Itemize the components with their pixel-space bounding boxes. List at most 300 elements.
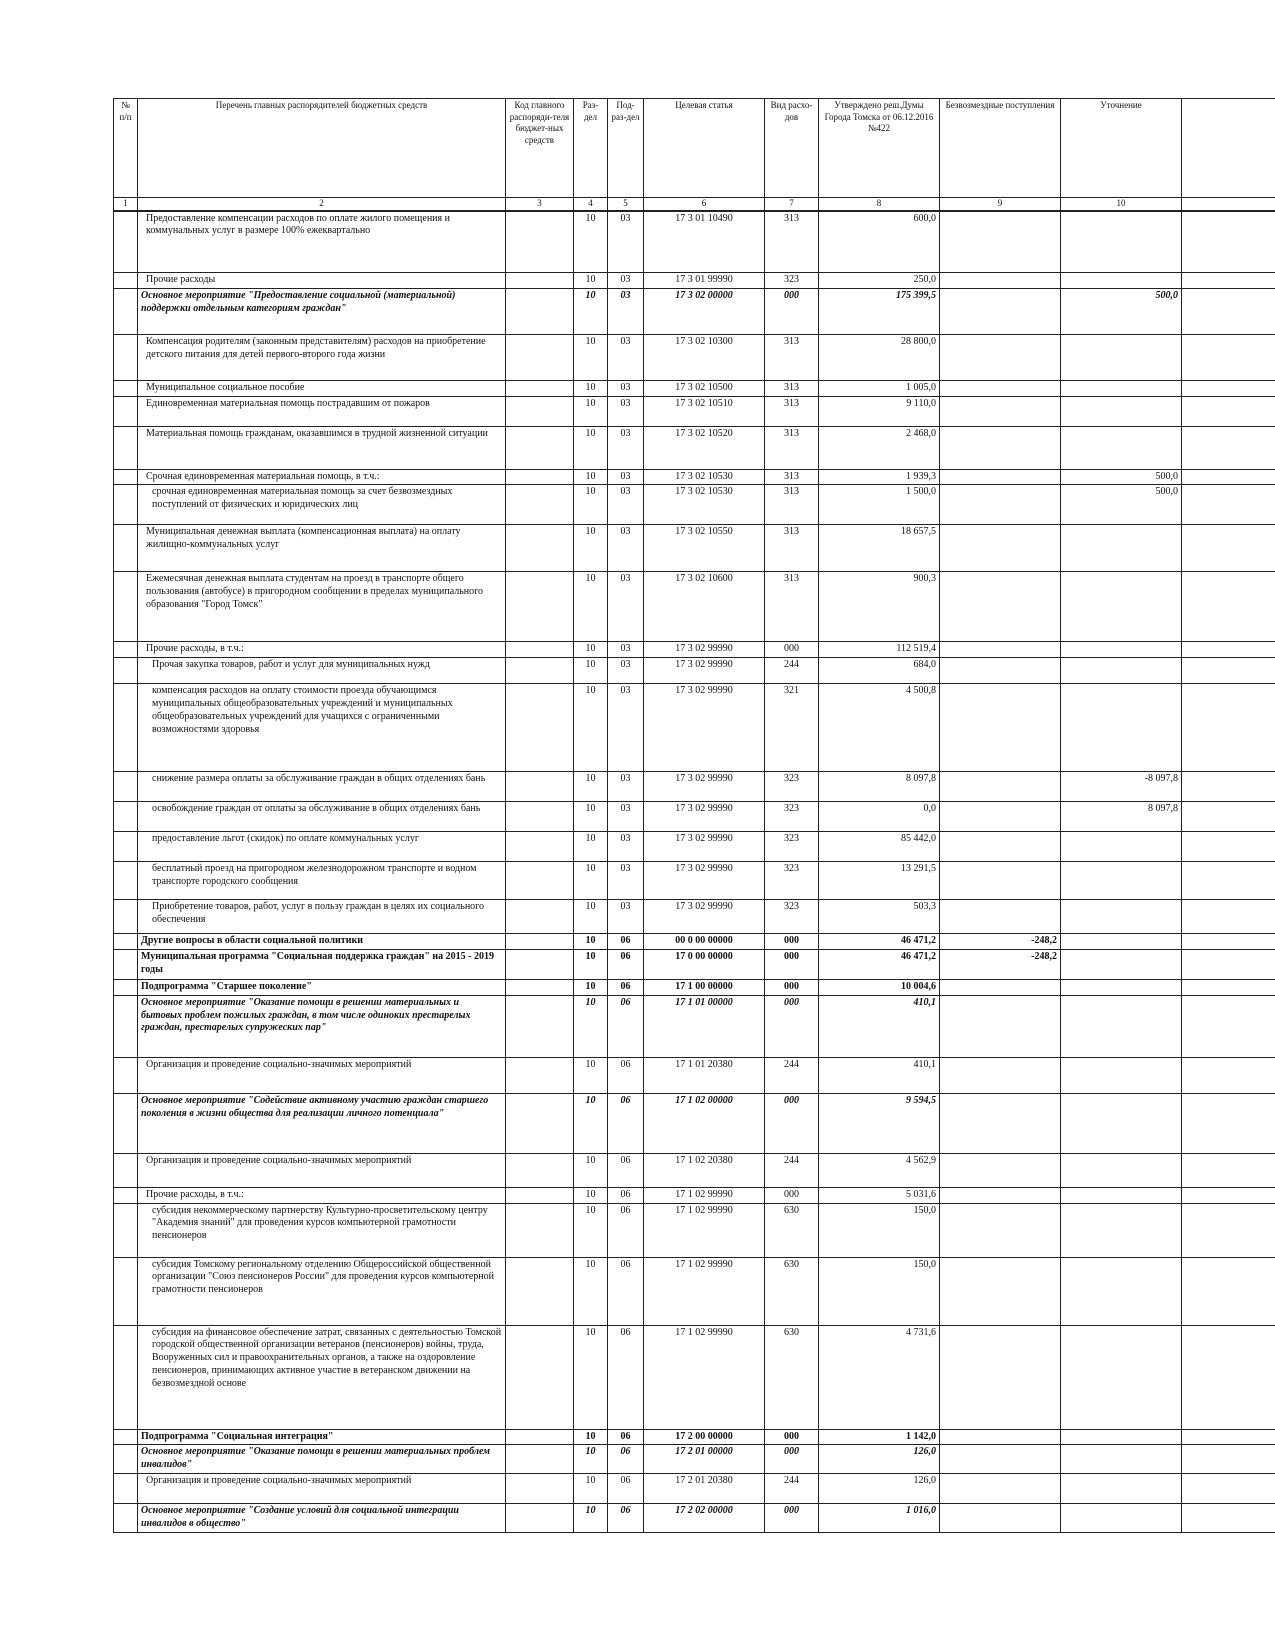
row-adjustment: 500,0	[1061, 469, 1182, 485]
row-target-article: 17 1 02 20380	[644, 1153, 765, 1187]
row-extra	[1182, 426, 1275, 469]
header-extra	[1182, 99, 1275, 198]
row-number	[114, 1445, 138, 1474]
row-section: 10	[574, 1203, 608, 1257]
row-extra	[1182, 485, 1275, 525]
row-adjustment	[1061, 1445, 1182, 1474]
row-grants	[940, 802, 1061, 832]
row-adjustment	[1061, 1429, 1182, 1445]
header-target-article: Целевая статья	[644, 99, 765, 198]
row-subsection: 03	[608, 684, 644, 772]
row-grants	[940, 980, 1061, 996]
row-adjustment	[1061, 642, 1182, 658]
table-row	[114, 273, 1275, 289]
row-grants	[940, 380, 1061, 396]
row-number	[114, 995, 138, 1057]
row-subsection: 03	[608, 211, 644, 273]
table-row	[114, 802, 1275, 832]
row-approved: 0,0	[819, 802, 940, 832]
col-number: 3	[506, 198, 574, 211]
row-section: 10	[574, 1429, 608, 1445]
row-adjustment: 8 097,8	[1061, 802, 1182, 832]
row-target-article: 17 2 01 00000	[644, 1445, 765, 1474]
row-name: Муниципальная денежная выплата (компенсационная выплата) на оплату жилищно-коммунальных услуг	[138, 525, 506, 572]
row-number	[114, 980, 138, 996]
row-expense-type: 630	[765, 1257, 819, 1325]
row-extra	[1182, 832, 1275, 862]
row-target-article: 17 3 01 99990	[644, 273, 765, 289]
table-row	[114, 1203, 1275, 1257]
row-recipient-code	[506, 1429, 574, 1445]
row-expense-type: 244	[765, 1057, 819, 1093]
row-approved: 126,0	[819, 1445, 940, 1474]
row-recipient-code	[506, 525, 574, 572]
row-section: 10	[574, 288, 608, 334]
row-grants	[940, 832, 1061, 862]
row-recipient-code	[506, 396, 574, 426]
row-subsection: 06	[608, 995, 644, 1057]
row-approved: 112 519,4	[819, 642, 940, 658]
row-extra	[1182, 802, 1275, 832]
row-section: 10	[574, 334, 608, 380]
row-number	[114, 273, 138, 289]
row-adjustment	[1061, 658, 1182, 684]
row-expense-type: 313	[765, 525, 819, 572]
row-section: 10	[574, 642, 608, 658]
row-name: срочная единовременная материальная помощь за счет безвозмездных поступлений от физических и юридических лиц	[138, 485, 506, 525]
row-subsection: 03	[608, 525, 644, 572]
row-recipient-code	[506, 1257, 574, 1325]
row-target-article: 17 3 02 99990	[644, 832, 765, 862]
row-subsection: 06	[608, 1093, 644, 1153]
row-approved: 28 800,0	[819, 334, 940, 380]
row-recipient-code	[506, 426, 574, 469]
row-target-article: 17 3 02 10300	[644, 334, 765, 380]
row-name: Прочие расходы, в т.ч.:	[138, 642, 506, 658]
row-number	[114, 469, 138, 485]
table-row	[114, 288, 1275, 334]
row-name: Основное мероприятие "Создание условий для социальной интеграции инвалидов в общество"	[138, 1503, 506, 1532]
budget-table	[113, 98, 1275, 1533]
row-name: Прочая закупка товаров, работ и услуг для муниципальных нужд	[138, 658, 506, 684]
row-approved: 9 594,5	[819, 1093, 940, 1153]
row-name: Срочная единовременная материальная помощь, в т.ч.:	[138, 469, 506, 485]
row-approved: 5 031,6	[819, 1187, 940, 1203]
table-row	[114, 1325, 1275, 1429]
row-extra	[1182, 1503, 1275, 1532]
row-section: 10	[574, 273, 608, 289]
row-subsection: 03	[608, 862, 644, 900]
row-extra	[1182, 1057, 1275, 1093]
row-expense-type: 000	[765, 950, 819, 980]
row-subsection: 03	[608, 658, 644, 684]
row-adjustment	[1061, 380, 1182, 396]
row-expense-type: 323	[765, 273, 819, 289]
row-recipient-code	[506, 684, 574, 772]
row-recipient-code	[506, 900, 574, 934]
row-extra	[1182, 1473, 1275, 1503]
row-target-article: 17 3 02 10510	[644, 396, 765, 426]
row-target-article: 17 3 02 99990	[644, 642, 765, 658]
row-target-article: 17 1 02 99990	[644, 1203, 765, 1257]
row-section: 10	[574, 1093, 608, 1153]
row-section: 10	[574, 1503, 608, 1532]
row-adjustment	[1061, 1153, 1182, 1187]
row-recipient-code	[506, 1503, 574, 1532]
row-number	[114, 1503, 138, 1532]
row-number	[114, 334, 138, 380]
row-recipient-code	[506, 1473, 574, 1503]
row-recipient-code	[506, 1203, 574, 1257]
row-subsection: 06	[608, 950, 644, 980]
table-row	[114, 995, 1275, 1057]
row-extra	[1182, 684, 1275, 772]
row-recipient-code	[506, 658, 574, 684]
row-adjustment	[1061, 684, 1182, 772]
row-name: Организация и проведение социально-значимых мероприятий	[138, 1153, 506, 1187]
table-row	[114, 1257, 1275, 1325]
row-adjustment	[1061, 934, 1182, 950]
row-section: 10	[574, 950, 608, 980]
col-number: 7	[765, 198, 819, 211]
row-expense-type: 323	[765, 772, 819, 802]
row-section: 10	[574, 469, 608, 485]
row-expense-type: 000	[765, 934, 819, 950]
row-subsection: 03	[608, 572, 644, 642]
row-number	[114, 934, 138, 950]
row-extra	[1182, 1203, 1275, 1257]
row-extra	[1182, 658, 1275, 684]
header-subsection: Под-раз-дел	[608, 99, 644, 198]
row-number	[114, 288, 138, 334]
row-target-article: 17 1 01 20380	[644, 1057, 765, 1093]
row-recipient-code	[506, 1445, 574, 1474]
table-row	[114, 334, 1275, 380]
row-expense-type: 323	[765, 802, 819, 832]
row-extra	[1182, 572, 1275, 642]
row-number	[114, 658, 138, 684]
table-row	[114, 380, 1275, 396]
row-approved: 1 005,0	[819, 380, 940, 396]
row-adjustment	[1061, 572, 1182, 642]
row-recipient-code	[506, 334, 574, 380]
row-grants	[940, 1325, 1061, 1429]
col-number: 9	[940, 198, 1061, 211]
row-target-article: 00 0 00 00000	[644, 934, 765, 950]
row-expense-type: 313	[765, 469, 819, 485]
row-expense-type: 630	[765, 1203, 819, 1257]
col-number-extra	[1182, 198, 1275, 211]
row-number	[114, 1093, 138, 1153]
row-subsection: 03	[608, 772, 644, 802]
row-target-article: 17 2 00 00000	[644, 1429, 765, 1445]
row-recipient-code	[506, 1187, 574, 1203]
col-number: 5	[608, 198, 644, 211]
row-section: 10	[574, 426, 608, 469]
row-grants: -248,2	[940, 934, 1061, 950]
row-subsection: 03	[608, 832, 644, 862]
row-number	[114, 684, 138, 772]
row-extra	[1182, 950, 1275, 980]
row-grants	[940, 642, 1061, 658]
row-recipient-code	[506, 1153, 574, 1187]
row-adjustment	[1061, 1203, 1182, 1257]
row-recipient-code	[506, 642, 574, 658]
row-target-article: 17 3 02 99990	[644, 862, 765, 900]
row-target-article: 17 3 02 10530	[644, 485, 765, 525]
row-approved: 126,0	[819, 1473, 940, 1503]
row-target-article: 17 3 02 10530	[644, 469, 765, 485]
table-row	[114, 396, 1275, 426]
row-extra	[1182, 469, 1275, 485]
row-name: Основное мероприятие "Оказание помощи в решении материальных и бытовых проблем пожилых граждан, в том числе одиноких престарелых граждан, престарелых супружеских пар"	[138, 995, 506, 1057]
header-expense-type: Вид расхо-дов	[765, 99, 819, 198]
row-number	[114, 642, 138, 658]
row-approved: 2 468,0	[819, 426, 940, 469]
row-expense-type: 000	[765, 995, 819, 1057]
row-extra	[1182, 1153, 1275, 1187]
row-grants	[940, 334, 1061, 380]
row-subsection: 06	[608, 1203, 644, 1257]
col-number: 2	[138, 198, 506, 211]
row-approved: 46 471,2	[819, 950, 940, 980]
row-expense-type: 244	[765, 658, 819, 684]
row-expense-type: 323	[765, 900, 819, 934]
table-row	[114, 684, 1275, 772]
table-row	[114, 950, 1275, 980]
table-row	[114, 980, 1275, 996]
row-extra	[1182, 1429, 1275, 1445]
row-recipient-code	[506, 802, 574, 832]
row-name: Основное мероприятие "Предоставление социальной (материальной) поддержки отдельным категориям граждан"	[138, 288, 506, 334]
row-adjustment	[1061, 1187, 1182, 1203]
row-name: Приобретение товаров, работ, услуг в пользу граждан в целях их социального обеспечения	[138, 900, 506, 934]
row-name: снижение размера оплаты за обслуживание граждан в общих отделениях бань	[138, 772, 506, 802]
col-number: 1	[114, 198, 138, 211]
row-adjustment	[1061, 1257, 1182, 1325]
row-grants	[940, 1093, 1061, 1153]
row-subsection: 03	[608, 469, 644, 485]
row-grants	[940, 1445, 1061, 1474]
row-number	[114, 525, 138, 572]
row-name: Предоставление компенсации расходов по оплате жилого помещения и коммунальных услуг в размере 100% ежеквартально	[138, 211, 506, 273]
row-grants	[940, 1057, 1061, 1093]
table-row	[114, 1187, 1275, 1203]
row-number	[114, 396, 138, 426]
row-number	[114, 832, 138, 862]
header-adjustment: Уточнение	[1061, 99, 1182, 198]
row-approved: 8 097,8	[819, 772, 940, 802]
header-number: № п/п	[114, 99, 138, 198]
row-extra	[1182, 288, 1275, 334]
row-target-article: 17 0 00 00000	[644, 950, 765, 980]
row-extra	[1182, 396, 1275, 426]
row-expense-type: 323	[765, 862, 819, 900]
row-subsection: 06	[608, 1445, 644, 1474]
row-section: 10	[574, 1473, 608, 1503]
row-name: Единовременная материальная помощь пострадавшим от пожаров	[138, 396, 506, 426]
row-approved: 9 110,0	[819, 396, 940, 426]
row-grants	[940, 1503, 1061, 1532]
row-target-article: 17 3 02 99990	[644, 658, 765, 684]
row-expense-type: 000	[765, 1093, 819, 1153]
row-adjustment	[1061, 211, 1182, 273]
row-extra	[1182, 900, 1275, 934]
row-adjustment	[1061, 525, 1182, 572]
budget-table-page	[113, 98, 1275, 1533]
row-name: компенсация расходов на оплату стоимости проезда обучающимся муниципальных общеобразовательных учреждений и муниципальных общеобразовательных учреждений для учащихся с ограниченными возможностями здоровья	[138, 684, 506, 772]
row-subsection: 03	[608, 380, 644, 396]
row-name: субсидия некоммерческому партнерству Культурно-просветительскому центру "Академия знаний" для проведения курсов компьютерной грамотности пенсионеров	[138, 1203, 506, 1257]
header-recipients: Перечень главных распорядителей бюджетных средств	[138, 99, 506, 198]
row-number	[114, 900, 138, 934]
header-approved: Утверждено реш.Думы Города Томска от 06.12.2016 №422	[819, 99, 940, 198]
row-subsection: 06	[608, 1057, 644, 1093]
row-recipient-code	[506, 862, 574, 900]
row-grants	[940, 862, 1061, 900]
row-target-article: 17 1 02 99990	[644, 1325, 765, 1429]
header-section: Раз-дел	[574, 99, 608, 198]
row-adjustment	[1061, 273, 1182, 289]
row-name: Подпрограмма "Социальная интеграция"	[138, 1429, 506, 1445]
row-name: Ежемесячная денежная выплата студентам на проезд в транспорте общего пользования (автобусе) в пригородном сообщении в пределах муниципального образования "Город Томск"	[138, 572, 506, 642]
row-section: 10	[574, 934, 608, 950]
row-adjustment	[1061, 1057, 1182, 1093]
row-subsection: 03	[608, 426, 644, 469]
row-subsection: 06	[608, 1153, 644, 1187]
row-section: 10	[574, 525, 608, 572]
table-row	[114, 642, 1275, 658]
row-section: 10	[574, 1445, 608, 1474]
row-subsection: 03	[608, 273, 644, 289]
row-subsection: 06	[608, 1257, 644, 1325]
table-row	[114, 426, 1275, 469]
row-extra	[1182, 1257, 1275, 1325]
row-number	[114, 1057, 138, 1093]
row-name: Основное мероприятие "Оказание помощи в решении материальных проблем инвалидов"	[138, 1445, 506, 1474]
row-number	[114, 772, 138, 802]
row-name: Прочие расходы	[138, 273, 506, 289]
row-approved: 4 731,6	[819, 1325, 940, 1429]
row-section: 10	[574, 684, 608, 772]
row-target-article: 17 3 01 10490	[644, 211, 765, 273]
table-row	[114, 1473, 1275, 1503]
row-number	[114, 1429, 138, 1445]
row-approved: 85 442,0	[819, 832, 940, 862]
row-expense-type: 000	[765, 1503, 819, 1532]
row-adjustment	[1061, 396, 1182, 426]
row-target-article: 17 1 02 99990	[644, 1257, 765, 1325]
row-adjustment	[1061, 995, 1182, 1057]
row-extra	[1182, 525, 1275, 572]
row-name: Основное мероприятие "Содействие активному участию граждан старшего поколения в жизни общества для реализации личного потенциала"	[138, 1093, 506, 1153]
column-number-row	[114, 198, 1275, 211]
table-row	[114, 1503, 1275, 1532]
row-subsection: 03	[608, 900, 644, 934]
row-target-article: 17 1 00 00000	[644, 980, 765, 996]
row-target-article: 17 3 02 10600	[644, 572, 765, 642]
row-adjustment: 500,0	[1061, 485, 1182, 525]
row-target-article: 17 3 02 10520	[644, 426, 765, 469]
row-approved: 46 471,2	[819, 934, 940, 950]
row-recipient-code	[506, 211, 574, 273]
col-number: 6	[644, 198, 765, 211]
row-expense-type: 313	[765, 426, 819, 469]
row-subsection: 06	[608, 1473, 644, 1503]
row-extra	[1182, 1325, 1275, 1429]
row-expense-type: 000	[765, 1429, 819, 1445]
row-number	[114, 1187, 138, 1203]
row-approved: 18 657,5	[819, 525, 940, 572]
row-expense-type: 630	[765, 1325, 819, 1429]
row-grants	[940, 396, 1061, 426]
row-expense-type: 313	[765, 211, 819, 273]
row-adjustment	[1061, 1503, 1182, 1532]
row-adjustment: 500,0	[1061, 288, 1182, 334]
row-subsection: 06	[608, 1187, 644, 1203]
row-subsection: 03	[608, 642, 644, 658]
row-approved: 410,1	[819, 995, 940, 1057]
row-grants	[940, 525, 1061, 572]
row-section: 10	[574, 572, 608, 642]
row-target-article: 17 2 02 00000	[644, 1503, 765, 1532]
row-section: 10	[574, 396, 608, 426]
row-adjustment	[1061, 900, 1182, 934]
table-row	[114, 1093, 1275, 1153]
row-approved: 4 562,9	[819, 1153, 940, 1187]
row-section: 10	[574, 832, 608, 862]
row-subsection: 06	[608, 934, 644, 950]
row-name: Организация и проведение социально-значимых мероприятий	[138, 1057, 506, 1093]
row-name: субсидия на финансовое обеспечение затрат, связанных с деятельностью Томской городской общественной организации ветеранов (пенсионеров) войны, труда, Вооруженных сил и правоохранительных органов, а также на оздоровление пенсионеров, принимающих активное участие в ветеранском движении на безвозмездной основе	[138, 1325, 506, 1429]
table-row	[114, 772, 1275, 802]
row-number	[114, 426, 138, 469]
row-grants	[940, 1153, 1061, 1187]
row-adjustment	[1061, 1093, 1182, 1153]
row-expense-type: 244	[765, 1153, 819, 1187]
row-section: 10	[574, 211, 608, 273]
table-row	[114, 900, 1275, 934]
row-subsection: 03	[608, 396, 644, 426]
row-recipient-code	[506, 1057, 574, 1093]
row-expense-type: 244	[765, 1473, 819, 1503]
row-expense-type: 321	[765, 684, 819, 772]
row-name: освобождение граждан от оплаты за обслуживание в общих отделениях бань	[138, 802, 506, 832]
table-row	[114, 862, 1275, 900]
row-approved: 600,0	[819, 211, 940, 273]
row-subsection: 03	[608, 288, 644, 334]
row-name: Муниципальное социальное пособие	[138, 380, 506, 396]
row-grants	[940, 1187, 1061, 1203]
row-grants	[940, 485, 1061, 525]
row-expense-type: 313	[765, 380, 819, 396]
row-grants: -248,2	[940, 950, 1061, 980]
row-name: Организация и проведение социально-значимых мероприятий	[138, 1473, 506, 1503]
row-grants	[940, 1473, 1061, 1503]
row-extra	[1182, 211, 1275, 273]
row-grants	[940, 1203, 1061, 1257]
row-extra	[1182, 995, 1275, 1057]
table-row	[114, 934, 1275, 950]
row-grants	[940, 273, 1061, 289]
row-extra	[1182, 1445, 1275, 1474]
row-expense-type: 313	[765, 572, 819, 642]
row-expense-type: 000	[765, 1445, 819, 1474]
header-recipient-code: Код главного распоряди-теля бюджет-ных средств	[506, 99, 574, 198]
row-number	[114, 1473, 138, 1503]
row-approved: 410,1	[819, 1057, 940, 1093]
header-row	[114, 99, 1275, 198]
